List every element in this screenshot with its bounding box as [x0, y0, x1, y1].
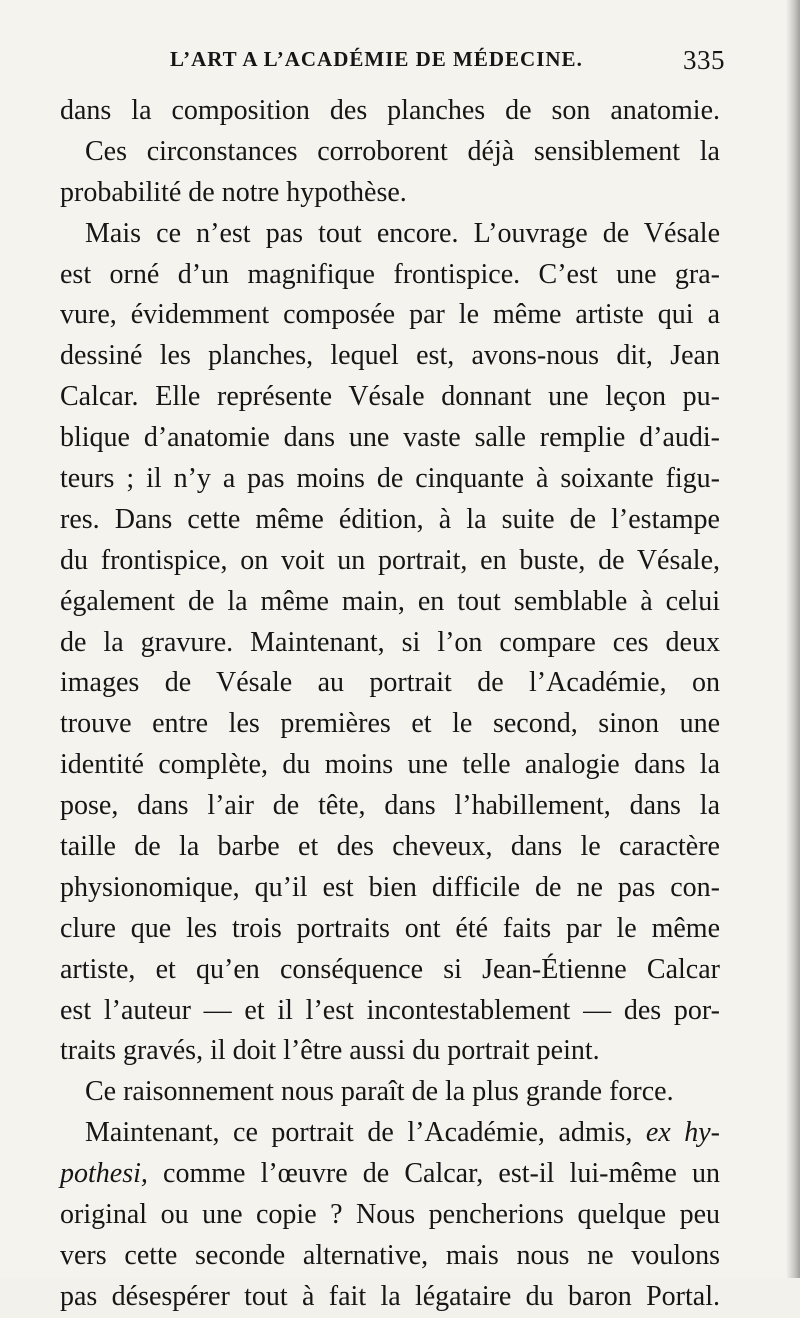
text-line: également de la même main, en tout semblable à celui: [60, 585, 720, 617]
text-line: original ou une copie ? Nous pencherions quelque peu: [60, 1199, 720, 1231]
text-line: du frontispice, on voit un portrait, en buste, de Vésale,: [60, 544, 720, 576]
text-line: artiste, et qu’en conséquence si Jean-Étienne Calcar: [60, 953, 720, 985]
text-line: vure, évidemment composée par le même artiste qui a: [60, 299, 720, 331]
text-line: dans la composition des planches de son anatomie.: [60, 95, 720, 126]
text-line: blique d’anatomie dans une vaste salle remplie d’audi-: [60, 422, 720, 454]
page-number: 335: [683, 45, 725, 75]
page-edge-shadow: [786, 0, 800, 1278]
text-line: res. Dans cette même édition, à la suite de l’estampe: [60, 503, 720, 535]
text-line: vers cette seconde alternative, mais nous ne voulons: [60, 1239, 720, 1271]
text-line: identité complète, du moins une telle analogie dans la: [60, 749, 720, 781]
text-line: physionomique, qu’il est bien difficile de ne pas con-: [60, 871, 720, 903]
text-line: Mais ce n’est pas tout encore. L’ouvrage de Vésale: [85, 217, 720, 249]
italic-text: pothesi,: [60, 1158, 148, 1190]
text-line: Calcar. Elle représente Vésale donnant une leçon pu-: [60, 381, 720, 413]
text-line: est l’auteur — et il l’est incontestablement — des por-: [60, 994, 720, 1026]
text-line: dessiné les planches, lequel est, avons-nous dit, Jean: [60, 340, 720, 372]
text-line: [60, 1113, 720, 1154]
text-line: pas désespérer tout à fait la légataire du baron Portal.: [60, 1280, 720, 1312]
text-segment: Maintenant, ce portrait de l’Académie, admis,: [85, 1117, 633, 1149]
text-line: Ce raisonnement nous paraît de la plus grande force.: [85, 1076, 674, 1108]
page-header: [60, 47, 725, 81]
text-segment: comme l’œuvre de Calcar, est-il lui-même un: [163, 1158, 720, 1190]
text-line: de la gravure. Maintenant, si l’on compare ces deux: [60, 626, 720, 658]
text-line: taille de la barbe et des cheveux, dans le caractère: [60, 831, 720, 863]
text-line: probabilité de notre hypothèse.: [60, 176, 407, 208]
running-head: L’ART A L’ACADÉMIE DE MÉDECINE.: [170, 47, 583, 71]
text-line: pose, dans l’air de tête, dans l’habillement, dans la: [60, 790, 720, 822]
text-line: trouve entre les premières et le second, sinon une: [60, 708, 720, 740]
italic-text: ex hy-: [645, 1117, 720, 1149]
text-line: est orné d’un magnifique frontispice. C’est une gra-: [60, 258, 720, 290]
text-line: teurs ; il n’y a pas moins de cinquante à soixante figu-: [60, 463, 720, 495]
text-line: [60, 1154, 720, 1195]
text-line: clure que les trois portraits ont été faits par le même: [60, 912, 720, 944]
text-line: traits gravés, il doit l’être aussi du portrait peint.: [60, 1035, 600, 1067]
text-line: images de Vésale au portrait de l’Académie, on: [60, 667, 720, 699]
text-line: Ces circonstances corroborent déjà sensiblement la: [85, 135, 720, 167]
body-text: [60, 91, 720, 1318]
